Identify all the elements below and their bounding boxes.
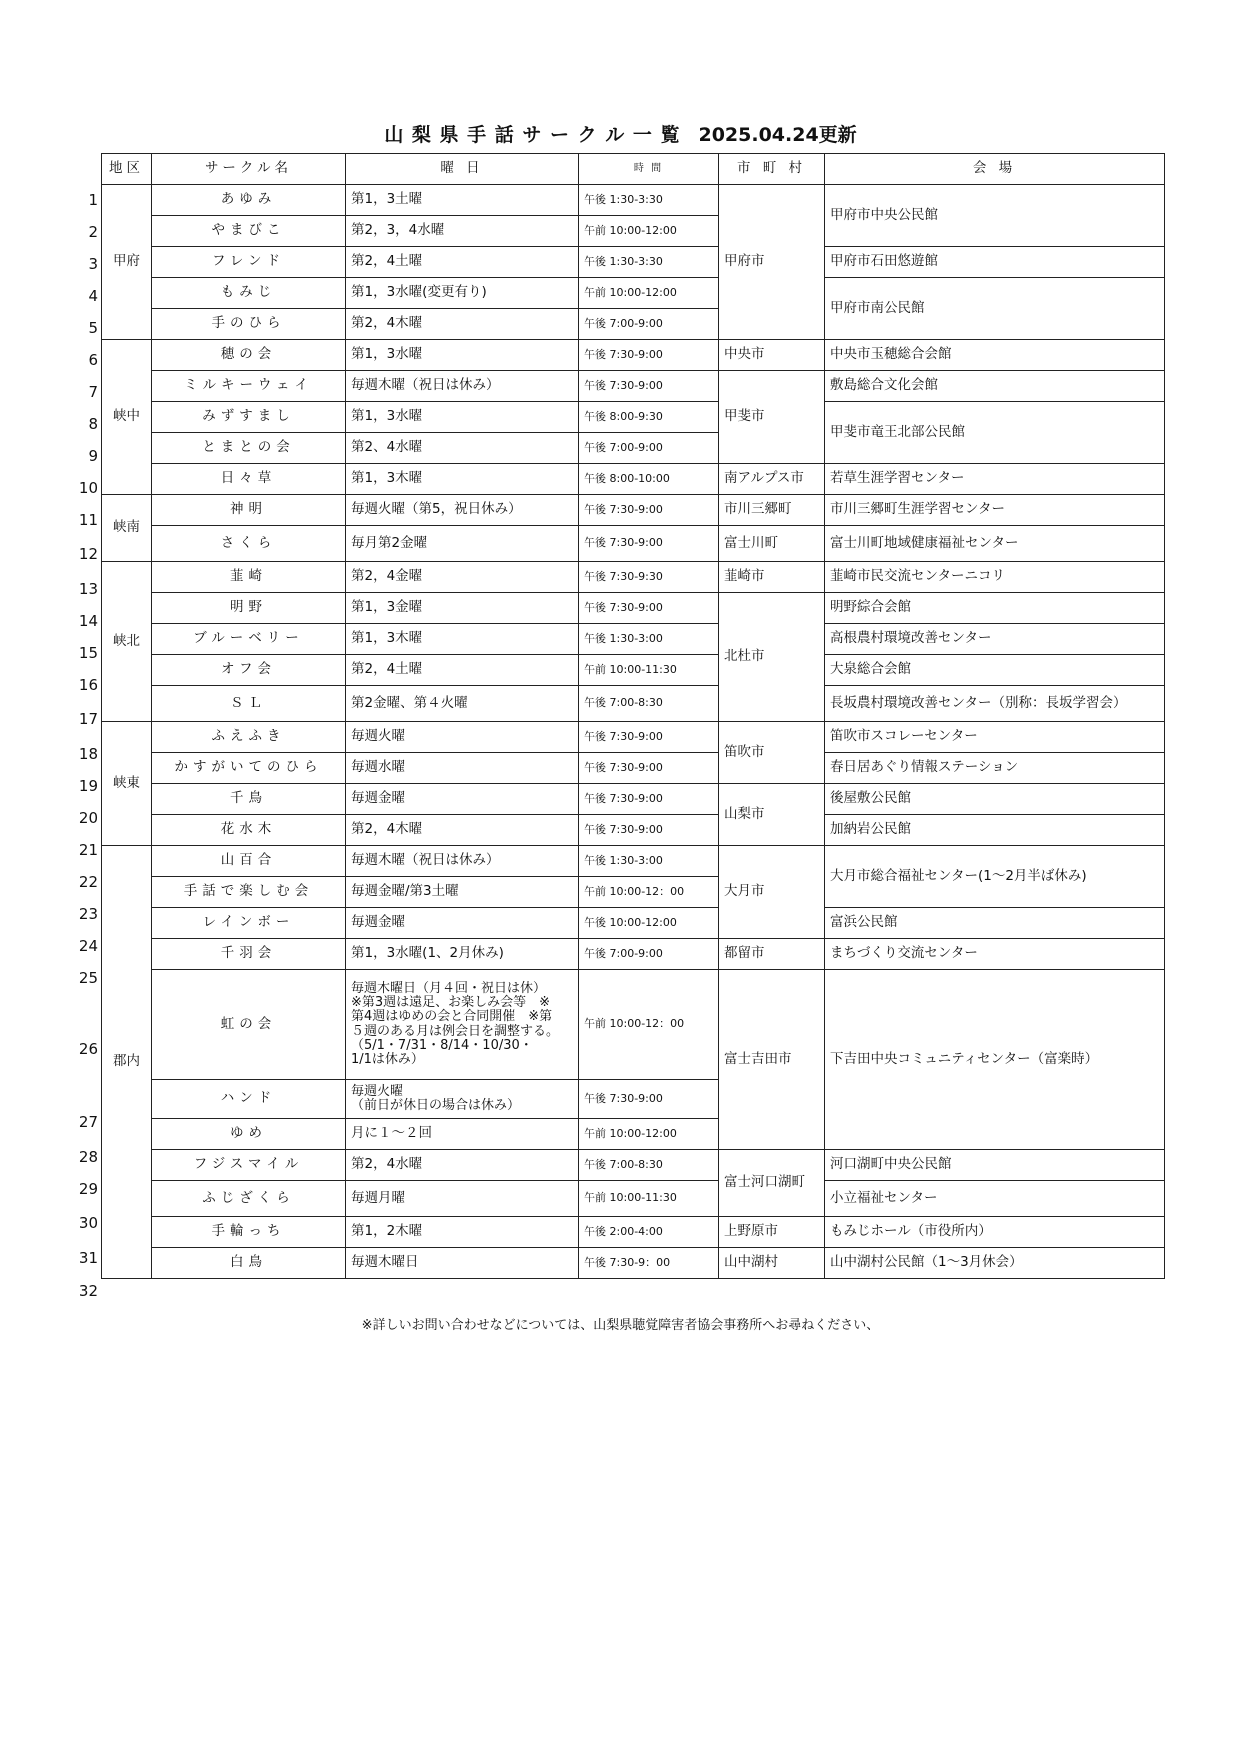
meeting-time: 午後 7:30-9:00 — [579, 371, 719, 402]
city-cell: 甲府市 — [719, 185, 825, 340]
table-row — [102, 1150, 1165, 1181]
meeting-day: 第1，3水曜 — [346, 402, 579, 433]
circle-name: ふえふき — [152, 722, 346, 753]
circle-name: 穂の会 — [152, 340, 346, 371]
city-cell: 富士河口湖町 — [719, 1150, 825, 1217]
venue-cell: 大泉総合会館 — [825, 655, 1165, 686]
row-number: 6 — [88, 351, 98, 369]
venue-cell: 小立福祉センター — [825, 1181, 1165, 1217]
footnote: ※詳しいお問い合わせなどについては、山梨県聴覚障害者協会事務所へお尋ねください、 — [361, 1318, 880, 1333]
meeting-time: 午後 1:30-3:30 — [579, 185, 719, 216]
meeting-day: 毎週金曜 — [346, 908, 579, 939]
meeting-day: 第1，3水曜(1、2月休み) — [346, 939, 579, 970]
table-row — [102, 722, 1165, 753]
header-area: 地区 — [102, 154, 152, 185]
city-cell: 中央市 — [719, 340, 825, 371]
meeting-day: 第2、4水曜 — [346, 433, 579, 464]
venue-cell: もみじホール（市役所内） — [825, 1217, 1165, 1248]
meeting-time: 午前 10:00-12:00 — [579, 216, 719, 247]
row-number: 26 — [78, 1040, 98, 1058]
row-number: 32 — [78, 1282, 98, 1300]
row-number: 8 — [88, 415, 98, 433]
meeting-day: 第1，3水曜 — [346, 340, 579, 371]
row-number: 27 — [78, 1113, 98, 1131]
venue-cell: 富士川町地域健康福祉センター — [825, 526, 1165, 562]
table-row — [102, 278, 1165, 309]
area-cell: 甲府 — [102, 185, 152, 340]
circle-name: 花水木 — [152, 815, 346, 846]
table-row — [102, 784, 1165, 815]
circle-name: レインボー — [152, 908, 346, 939]
table-row — [102, 846, 1165, 877]
circle-table — [101, 153, 1165, 1279]
meeting-time: 午後 7:30-9:00 — [579, 1080, 719, 1119]
city-cell: 大月市 — [719, 846, 825, 939]
circle-name: フジスマイル — [152, 1150, 346, 1181]
venue-cell: 市川三郷町生涯学習センター — [825, 495, 1165, 526]
meeting-time: 午前 10:00-11:30 — [579, 1181, 719, 1217]
meeting-day: 毎週木曜（祝日は休み） — [346, 846, 579, 877]
row-number: 17 — [78, 710, 98, 728]
circle-name: ブルーベリー — [152, 624, 346, 655]
venue-cell: 河口湖町中央公民館 — [825, 1150, 1165, 1181]
meeting-time: 午前 10:00-12：00 — [579, 877, 719, 908]
meeting-day: 第2，4水曜 — [346, 1150, 579, 1181]
meeting-time: 午後 7:30-9:00 — [579, 340, 719, 371]
row-number: 29 — [78, 1180, 98, 1198]
meeting-time: 午後 1:30-3:00 — [579, 624, 719, 655]
venue-cell: 中央市玉穂総合会館 — [825, 340, 1165, 371]
venue-cell: 後屋敷公民館 — [825, 784, 1165, 815]
row-number: 31 — [78, 1249, 98, 1267]
row-number: 23 — [78, 905, 98, 923]
venue-cell: 若草生涯学習センター — [825, 464, 1165, 495]
row-number: 7 — [88, 383, 98, 401]
table-row — [102, 686, 1165, 722]
meeting-time: 午後 2:00-4:00 — [579, 1217, 719, 1248]
meeting-time: 午後 7:30-9:30 — [579, 562, 719, 593]
venue-cell: 敷島総合文化会館 — [825, 371, 1165, 402]
venue-cell: 甲府市中央公民館 — [825, 185, 1165, 247]
table-row — [102, 371, 1165, 402]
city-cell: 市川三郷町 — [719, 495, 825, 526]
table-row — [102, 655, 1165, 686]
circle-name: 日々草 — [152, 464, 346, 495]
table-row — [102, 562, 1165, 593]
header-name: サークル名 — [152, 154, 346, 185]
circle-name: ＳＬ — [152, 686, 346, 722]
row-number: 30 — [78, 1214, 98, 1232]
row-number: 19 — [78, 777, 98, 795]
circle-name: あゆみ — [152, 185, 346, 216]
meeting-time: 午後 7:30-9:00 — [579, 815, 719, 846]
row-number: 9 — [88, 447, 98, 465]
city-cell: 山中湖村 — [719, 1248, 825, 1279]
row-number: 2 — [88, 223, 98, 241]
row-number: 24 — [78, 937, 98, 955]
meeting-day: 毎週火曜（第5，祝日休み） — [346, 495, 579, 526]
table-row — [102, 624, 1165, 655]
meeting-day: 月に１～２回 — [346, 1119, 579, 1150]
meeting-day: 第1，3木曜 — [346, 624, 579, 655]
meeting-day: 第1，3土曜 — [346, 185, 579, 216]
update-date: 2025.04.24更新 — [698, 124, 857, 146]
circle-name: 千鳥 — [152, 784, 346, 815]
circle-name: 手話で楽しむ会 — [152, 877, 346, 908]
row-number: 12 — [78, 545, 98, 563]
city-cell: 韮崎市 — [719, 562, 825, 593]
meeting-time: 午後 8:00-10:00 — [579, 464, 719, 495]
row-number: 4 — [88, 287, 98, 305]
meeting-day: 第2，4土曜 — [346, 655, 579, 686]
row-number: 28 — [78, 1148, 98, 1166]
meeting-time: 午後 7:00-9:00 — [579, 309, 719, 340]
meeting-time: 午後 7:00-9:00 — [579, 939, 719, 970]
meeting-day: 毎週金曜/第3土曜 — [346, 877, 579, 908]
row-number: 25 — [78, 969, 98, 987]
row-number: 3 — [88, 255, 98, 273]
meeting-time: 午前 10:00-11:30 — [579, 655, 719, 686]
table-row — [102, 247, 1165, 278]
city-cell: 南アルプス市 — [719, 464, 825, 495]
row-number: 13 — [78, 580, 98, 598]
meeting-day: 第1，3木曜 — [346, 464, 579, 495]
venue-cell: 下吉田中央コミュニティセンター（富楽時） — [825, 970, 1165, 1150]
meeting-time: 午後 7:30-9:00 — [579, 753, 719, 784]
row-number: 1 — [88, 191, 98, 209]
row-number: 22 — [78, 873, 98, 891]
table-row — [102, 593, 1165, 624]
meeting-day: 第2，4木曜 — [346, 309, 579, 340]
meeting-time: 午後 7:30-9:00 — [579, 722, 719, 753]
row-number: 20 — [78, 809, 98, 827]
meeting-day: 毎週月曜 — [346, 1181, 579, 1217]
row-number: 21 — [78, 841, 98, 859]
meeting-time: 午後 7:30-9:00 — [579, 526, 719, 562]
title-main: 山 梨 県 手 話 サ ー ク ル 一 覧 — [384, 124, 681, 146]
venue-cell: 富浜公民館 — [825, 908, 1165, 939]
row-number: 5 — [88, 319, 98, 337]
area-cell: 峡北 — [102, 562, 152, 722]
circle-name: 千羽会 — [152, 939, 346, 970]
circle-name: ハンド — [152, 1080, 346, 1119]
table-row — [102, 815, 1165, 846]
city-cell: 富士川町 — [719, 526, 825, 562]
meeting-time: 午後 7:30-9：00 — [579, 1248, 719, 1279]
venue-cell: まちづくり交流センター — [825, 939, 1165, 970]
table-row — [102, 495, 1165, 526]
meeting-time: 午後 7:00-9:00 — [579, 433, 719, 464]
city-cell: 都留市 — [719, 939, 825, 970]
table-row — [102, 464, 1165, 495]
meeting-day: 第1，3金曜 — [346, 593, 579, 624]
row-number: 10 — [78, 479, 98, 497]
table-row — [102, 340, 1165, 371]
city-cell: 北杜市 — [719, 593, 825, 722]
venue-cell: 加納岩公民館 — [825, 815, 1165, 846]
meeting-day: 第2，3，4水曜 — [346, 216, 579, 247]
venue-cell: 長坂農村環境改善センター（別称：長坂学習会） — [825, 686, 1165, 722]
table-row — [102, 1181, 1165, 1217]
city-cell: 富士吉田市 — [719, 970, 825, 1150]
venue-cell: 高根農村環境改善センター — [825, 624, 1165, 655]
meeting-day: 第2，4土曜 — [346, 247, 579, 278]
venue-cell: 大月市総合福祉センター(1～2月半ば休み) — [825, 846, 1165, 908]
venue-cell: 韮崎市民交流センターニコリ — [825, 562, 1165, 593]
circle-name: かすがいてのひら — [152, 753, 346, 784]
table-row — [102, 970, 1165, 1080]
circle-name: ミルキーウェイ — [152, 371, 346, 402]
circle-name: やまびこ — [152, 216, 346, 247]
area-cell: 峡中 — [102, 340, 152, 495]
circle-name: 手のひら — [152, 309, 346, 340]
area-cell: 峡南 — [102, 495, 152, 562]
venue-cell: 甲斐市竜王北部公民館 — [825, 402, 1165, 464]
meeting-day: 第1，2木曜 — [346, 1217, 579, 1248]
row-number: 18 — [78, 745, 98, 763]
meeting-day: 第2金曜、第４火曜 — [346, 686, 579, 722]
circle-name: ゆめ — [152, 1119, 346, 1150]
city-cell: 甲斐市 — [719, 371, 825, 464]
venue-cell: 甲府市南公民館 — [825, 278, 1165, 340]
table-row — [102, 1217, 1165, 1248]
meeting-day: 第2，4金曜 — [346, 562, 579, 593]
meeting-time: 午後 7:30-9:00 — [579, 495, 719, 526]
circle-name: オフ会 — [152, 655, 346, 686]
meeting-day: 毎週木曜（祝日は休み） — [346, 371, 579, 402]
city-cell: 山梨市 — [719, 784, 825, 846]
table-row — [102, 753, 1165, 784]
area-cell: 郡内 — [102, 846, 152, 1279]
table-row — [102, 402, 1165, 433]
meeting-time: 午前 10:00-12:00 — [579, 1119, 719, 1150]
table-row — [102, 1248, 1165, 1279]
meeting-day: 毎月第2金曜 — [346, 526, 579, 562]
header-venue: 会 場 — [825, 154, 1165, 185]
header-day: 曜 日 — [346, 154, 579, 185]
circle-name: 手輪っち — [152, 1217, 346, 1248]
meeting-day: 毎週火曜 — [346, 722, 579, 753]
city-cell: 笛吹市 — [719, 722, 825, 784]
meeting-day: 毎週木曜日（月４回・祝日は休） ※第3週は遠足、お楽しみ会等 ※ 第4週はゆめの会と合同開催 ※第 ５週のある月は例会日を調整する。 （5/1・7/31・8/14・10/30・ 1/1は休み） — [346, 970, 579, 1080]
table-row — [102, 185, 1165, 216]
table-row — [102, 526, 1165, 562]
circle-name: 虹の会 — [152, 970, 346, 1080]
circle-name: フレンド — [152, 247, 346, 278]
venue-cell: 笛吹市スコレーセンター — [825, 722, 1165, 753]
row-number: 14 — [78, 612, 98, 630]
meeting-day: 毎週水曜 — [346, 753, 579, 784]
row-number: 15 — [78, 644, 98, 662]
meeting-day: 毎週火曜 （前日が休日の場合は休み） — [346, 1080, 579, 1119]
circle-name: ふじざくら — [152, 1181, 346, 1217]
meeting-time: 午前 10:00-12:00 — [579, 278, 719, 309]
meeting-day: 第1，3水曜(変更有り) — [346, 278, 579, 309]
meeting-day: 第2，4木曜 — [346, 815, 579, 846]
circle-name: 神明 — [152, 495, 346, 526]
header-time: 時 間 — [579, 154, 719, 185]
header-city: 市 町 村 — [719, 154, 825, 185]
meeting-time: 午後 7:30-9:00 — [579, 593, 719, 624]
meeting-time: 午後 7:00-8:30 — [579, 686, 719, 722]
row-number: 11 — [78, 511, 98, 529]
circle-name: 山百合 — [152, 846, 346, 877]
circle-name: みずすまし — [152, 402, 346, 433]
circle-name: とまとの会 — [152, 433, 346, 464]
meeting-time: 午後 7:00-8:30 — [579, 1150, 719, 1181]
circle-name: さくら — [152, 526, 346, 562]
area-cell: 峡東 — [102, 722, 152, 846]
table-row — [102, 939, 1165, 970]
meeting-time: 午後 1:30-3:00 — [579, 846, 719, 877]
circle-name: もみじ — [152, 278, 346, 309]
circle-name: 明野 — [152, 593, 346, 624]
meeting-day: 毎週金曜 — [346, 784, 579, 815]
venue-cell: 甲府市石田悠遊館 — [825, 247, 1165, 278]
venue-cell: 明野綜合会館 — [825, 593, 1165, 624]
page-title — [0, 120, 1241, 147]
venue-cell: 春日居あぐり情報ステーション — [825, 753, 1165, 784]
table-row — [102, 908, 1165, 939]
table-header-row — [102, 154, 1165, 185]
meeting-time: 午後 10:00-12:00 — [579, 908, 719, 939]
meeting-time: 午前 10:00-12：00 — [579, 970, 719, 1080]
meeting-time: 午後 8:00-9:30 — [579, 402, 719, 433]
meeting-time: 午後 7:30-9:00 — [579, 784, 719, 815]
venue-cell: 山中湖村公民館（1～3月休会） — [825, 1248, 1165, 1279]
row-number: 16 — [78, 676, 98, 694]
circle-name: 白鳥 — [152, 1248, 346, 1279]
meeting-day: 毎週木曜日 — [346, 1248, 579, 1279]
circle-name: 韮崎 — [152, 562, 346, 593]
city-cell: 上野原市 — [719, 1217, 825, 1248]
meeting-time: 午後 1:30-3:30 — [579, 247, 719, 278]
